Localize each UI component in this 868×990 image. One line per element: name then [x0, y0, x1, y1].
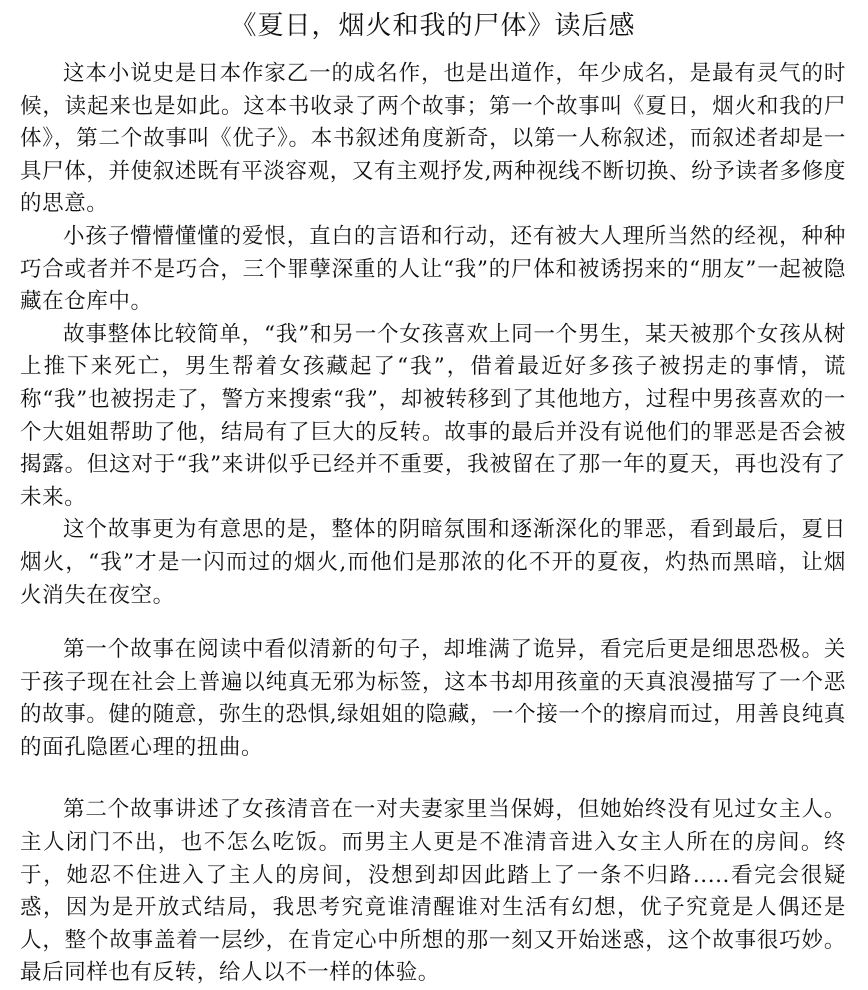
paragraph-intro: 这本小说史是日本作家乙一的成名作，也是出道作，年少成名，是最有灵气的时候，读起来也是如此。这本书收录了两个故事；第一个故事叫《夏日，烟火和我的尸体》，第二个故事叫《优子》。本书叙述角度新奇，以第一人称叙述，而叙述者却是一具尸体，并使叙述既有平淡容观，又有主观抒发,两种视线不断切换、纷予读者多修度的思意。 — [20, 61, 846, 217]
paragraph-spacer — [20, 764, 846, 794]
paragraph-first-story: 第一个故事在阅读中看似清新的句子，却堆满了诡异，看完后更是细思恐极。关于孩子现在社会上普遍以纯真无邪为标签，这本书却用孩童的天真浪漫描写了一个恶的故事。健的随意，弥生的恐惧,绿姐姐的隐藏，一个接一个的擦肩而过，用善良纯真的面孔隐匿心理的扭曲。 — [20, 637, 846, 760]
paragraph-plot: 故事整体比较简单，“我”和另一个女孩喜欢上同一个男生，某天被那个女孩从树上推下来死亡，男生帮着女孩藏起了“我”，借着最近好多孩子被拐走的事情，谎称“我”也被拐走了，警方来搜索“我”，却被转移到了其他地方，过程中男孩喜欢的一个大姐姐帮助了他，结局有了巨大的反转。故事的最后并没有说他们的罪恶是否会被揭露。但这对于“我”来讲似乎已经并不重要，我被留在了那一年的夏天，再也没有了未来。 — [20, 321, 846, 510]
document-title: 《夏日，烟火和我的尸体》读后感 — [230, 11, 636, 41]
paragraph-second-story: 第二个故事讲述了女孩清音在一对夫妻家里当保姆，但她始终没有见过女主人。主人闭门不出，也不怎么吃饭。而男主人更是不准清音进入女主人所在的房间。终于，她忍不住进入了主人的房间，没想到却因此踏上了一条不归路.....看完会很疑惑，因为是开放式结局，我思考究竟谁清醒谁对生活有幻想，优子究竟是人偶还是人，整个故事盖着一层纱，在肯定心中所想的那一刻又开始迷惑，这个故事很巧妙。最后同样也有反转，给人以不一样的体验。 — [20, 797, 846, 986]
paragraph-spacer — [20, 612, 846, 634]
paragraph-children: 小孩子懵懵懂懂的爱恨，直白的言语和行动，还有被大人理所当然的经视，种种巧合或者并不是巧合，三个罪孽深重的人让“我”的尸体和被诱拐来的“朋友”一起被隐藏在仓库中。 — [20, 223, 846, 315]
paragraph-fireworks: 这个故事更为有意思的是，整体的阴暗氛围和逐渐深化的罪恶，看到最后，夏日烟火，“我”才是一闪而过的烟火,而他们是那浓的化不开的夏夜，灼热而黑暗，让烟火消失在夜空。 — [20, 517, 846, 608]
